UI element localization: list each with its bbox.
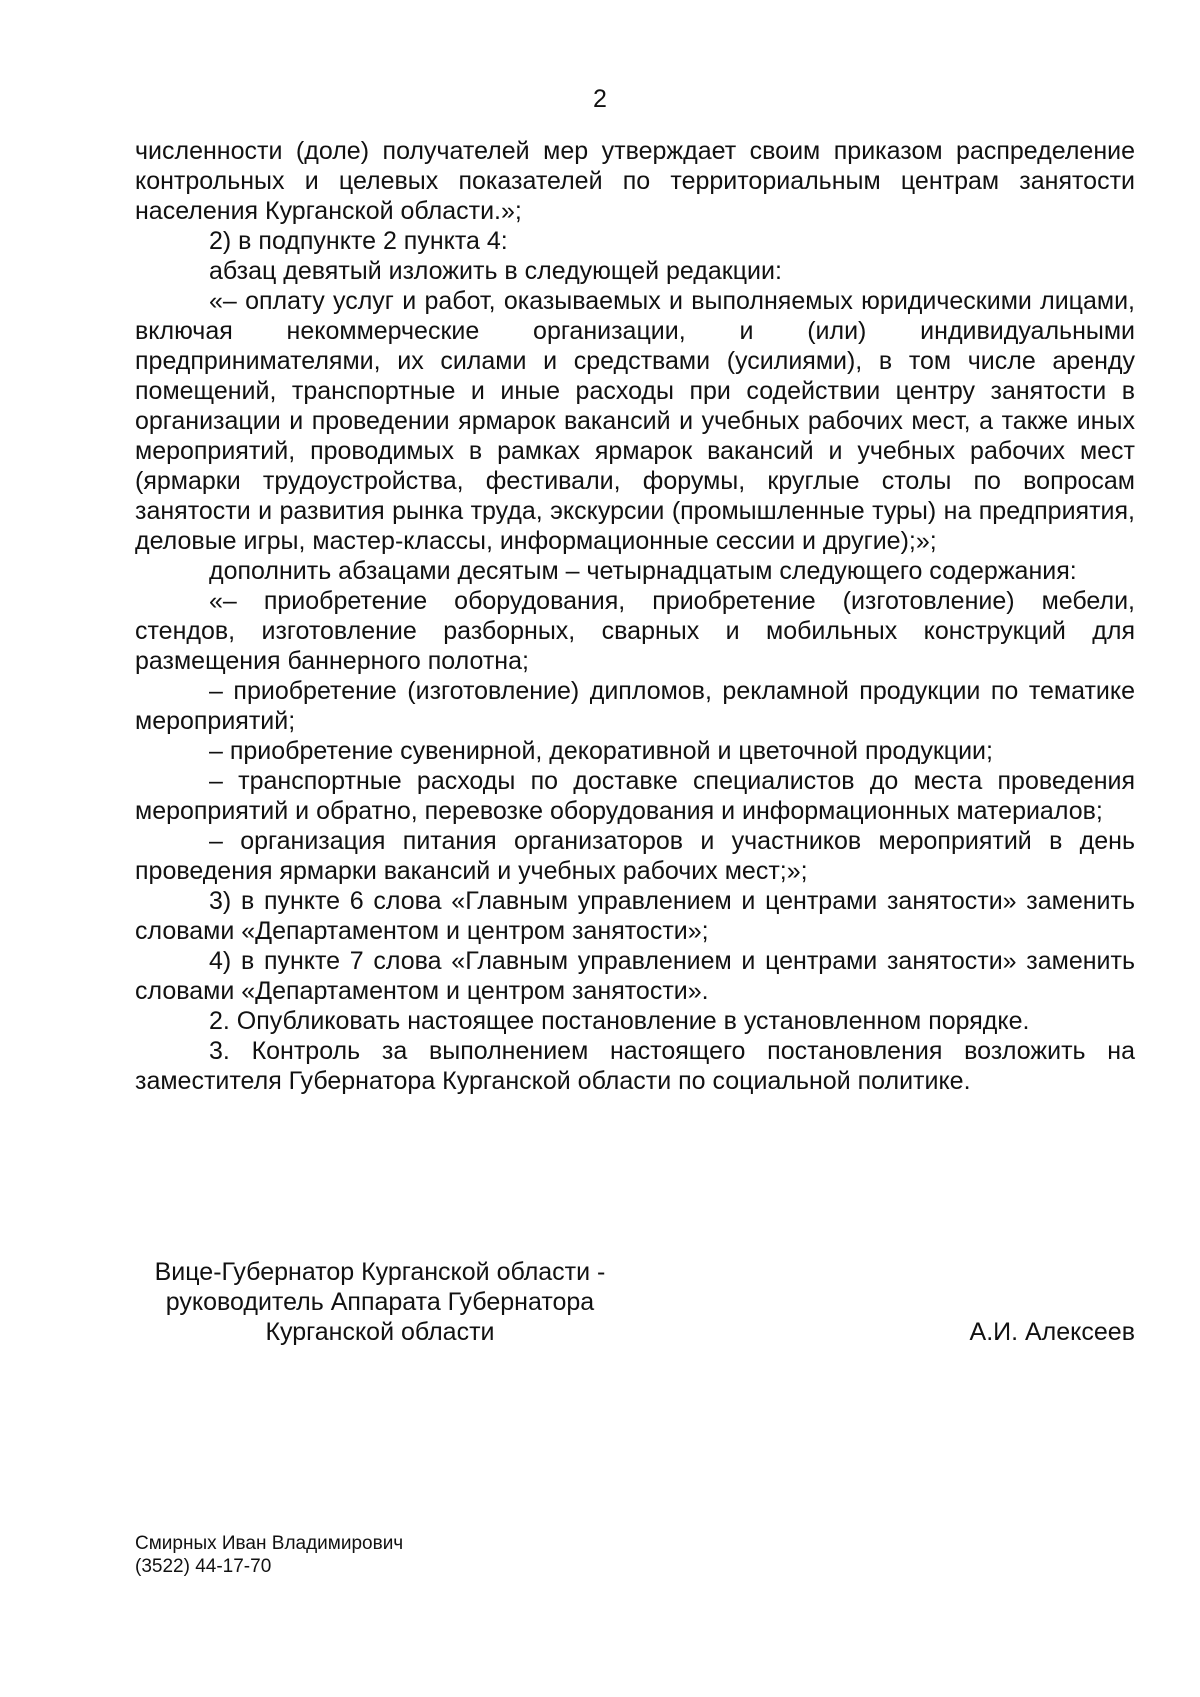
paragraph: 2. Опубликовать настоящее постановление в установленном порядке. bbox=[209, 1007, 1030, 1035]
signer-position-line: Вице-Губернатор Курганской области - bbox=[154, 1258, 606, 1286]
paragraph: 2) в подпункте 2 пункта 4: bbox=[209, 227, 508, 255]
signature-block bbox=[135, 1257, 1135, 1377]
signer-position-line: Курганской области bbox=[265, 1318, 495, 1346]
document-body bbox=[135, 136, 1135, 1096]
paragraph: дополнить абзацами десятым – четырнадцатым следующего содержания: bbox=[209, 557, 1077, 585]
signer-position bbox=[135, 1257, 625, 1347]
paragraph: – организация питания организаторов и участников мероприятий в день проведения ярмарки вакансий и учебных рабочих мест;»; bbox=[135, 827, 1135, 885]
paragraph: – приобретение сувенирной, декоративной и цветочной продукции; bbox=[209, 737, 993, 765]
executor-info bbox=[135, 1532, 403, 1578]
paragraph: абзац девятый изложить в следующей редакции: bbox=[209, 257, 782, 285]
paragraph: 3. Контроль за выполнением настоящего постановления возложить на заместителя Губернатора Курганской области по социальной политике. bbox=[135, 1037, 1135, 1095]
paragraph: 4) в пункте 7 слова «Главным управлением и центрами занятости» заменить словами «Департаментом и центром занятости». bbox=[135, 947, 1135, 1005]
paragraph: – приобретение (изготовление) дипломов, рекламной продукции по тематике мероприятий; bbox=[135, 677, 1135, 735]
paragraph: – транспортные расходы по доставке специалистов до места проведения мероприятий и обратно, перевозке оборудования и информационных материалов; bbox=[135, 767, 1135, 825]
paragraph: 3) в пункте 6 слова «Главным управлением и центрами занятости» заменить словами «Департаментом и центром занятости»; bbox=[135, 887, 1135, 945]
executor-name: Смирных Иван Владимирович bbox=[135, 1533, 404, 1554]
paragraph: «– оплату услуг и работ, оказываемых и выполняемых юридическими лицами, включая некоммерческие организации, и (или) индивидуальными предпринимателями, их силами и средствами (усилиями), в том числе аренду помещений, транспортные и иные расходы при содействии центру занятости в организации и проведении ярмарок вакансий и учебных рабочих мест, а также иных мероприятий, проводимых в рамках ярмарок вакансий и учебных рабочих мест (ярмарки трудоустройства, фестивали, форумы, круглые столы по вопросам занятости и развития рынка труда, экскурсии (промышленные туры) на предприятия, деловые игры, мастер-классы, информационные сессии и другие);»; bbox=[135, 287, 1135, 555]
page-number: 2 bbox=[593, 85, 607, 113]
signer-position-line: руководитель Аппарата Губернатора bbox=[165, 1288, 595, 1316]
paragraph: «– приобретение оборудования, приобретение (изготовление) мебели, стендов, изготовление разборных, сварных и мобильных конструкций для размещения баннерного полотна; bbox=[135, 587, 1135, 675]
executor-phone: (3522) 44-17-70 bbox=[135, 1556, 272, 1577]
signer-name: А.И. Алексеев bbox=[969, 1318, 1135, 1346]
paragraph: численности (доле) получателей мер утверждает своим приказом распределение контрольных и целевых показателей по территориальным центрам занятости населения Курганской области.»; bbox=[135, 137, 1135, 225]
